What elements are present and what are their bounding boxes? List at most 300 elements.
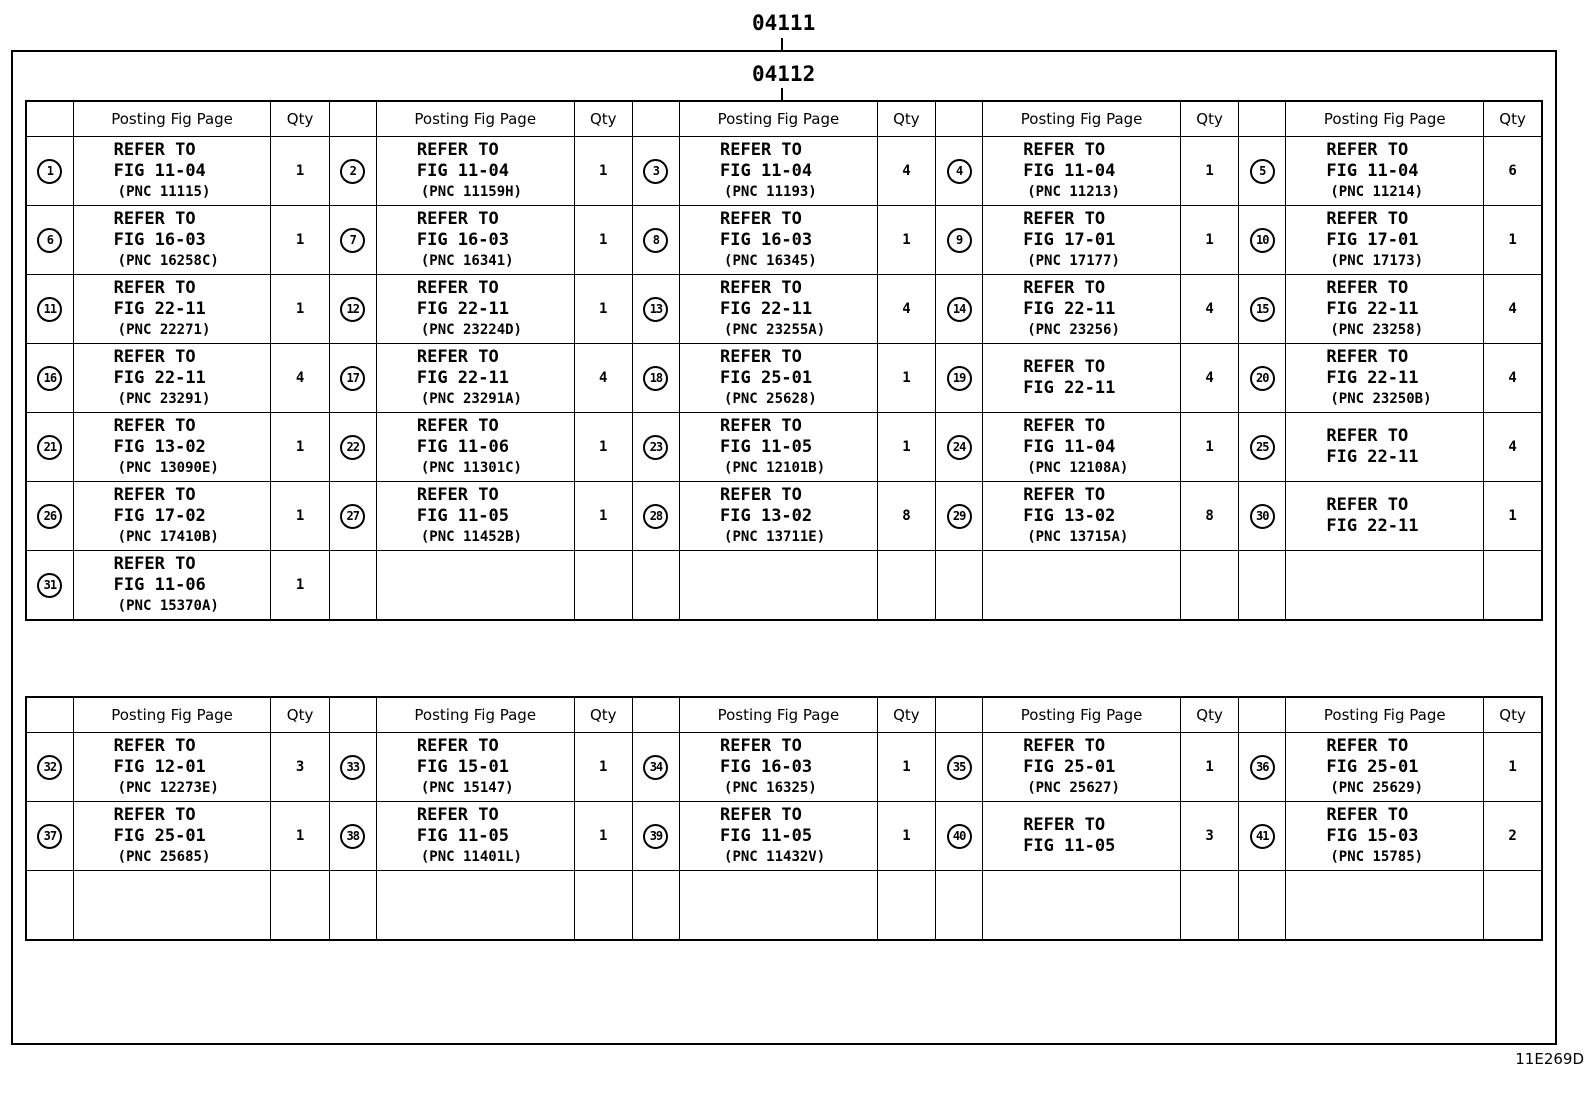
refer-to-label: REFER TO — [1023, 140, 1106, 160]
refer-to-label: REFER TO — [720, 140, 802, 160]
pnc-code: (PNC 12273E) — [117, 780, 219, 796]
pnc-code: (PNC 16258C) — [117, 253, 219, 269]
refer-to-label: REFER TO — [1326, 805, 1409, 825]
qty-cell — [1484, 551, 1542, 621]
reference-block — [720, 736, 877, 798]
item-number-circle: 24 — [947, 435, 972, 460]
pnc-code: (PNC 11452B) — [420, 529, 522, 545]
reference-cell — [983, 482, 1181, 551]
item-number-cell — [1239, 413, 1286, 482]
qty-cell — [574, 551, 632, 621]
item-number-cell — [1239, 871, 1286, 941]
item-number-circle: 23 — [643, 435, 668, 460]
reference-block — [1023, 278, 1180, 340]
item-number-circle: 30 — [1250, 504, 1275, 529]
qty-cell — [877, 551, 935, 621]
item-number-circle: 17 — [340, 366, 365, 391]
item-number-circle: 29 — [947, 504, 972, 529]
reference-block — [1023, 416, 1180, 478]
reference-block — [417, 278, 574, 340]
refer-to-label: REFER TO — [416, 140, 499, 160]
header-cell-qty: Qty — [271, 101, 329, 137]
item-number-cell — [632, 802, 679, 871]
item-number-cell — [26, 413, 73, 482]
qty-cell: 1 — [271, 413, 329, 482]
qty-cell: 1 — [1484, 733, 1542, 802]
reference-block — [114, 805, 271, 867]
reference-cell — [376, 482, 574, 551]
reference-cell — [1286, 802, 1484, 871]
item-number-circle: 3 — [643, 159, 668, 184]
refer-to-label: REFER TO — [1023, 416, 1106, 436]
item-number-cell — [26, 137, 73, 206]
fig-page-ref: FIG 25-01 — [113, 826, 206, 846]
fig-page-ref: FIG 16-03 — [113, 230, 206, 250]
fig-page-ref: FIG 22-11 — [113, 299, 206, 319]
fig-page-ref: FIG 11-04 — [416, 161, 509, 181]
reference-cell — [73, 871, 271, 941]
pnc-code: (PNC 11159H) — [420, 184, 522, 200]
refer-to-label: REFER TO — [720, 736, 802, 756]
reference-block — [1023, 736, 1180, 798]
item-number-circle: 15 — [1250, 297, 1275, 322]
refer-to-label: REFER TO — [720, 416, 802, 436]
fig-page-ref: FIG 11-04 — [1023, 437, 1116, 457]
header-cell-blank — [329, 697, 376, 733]
item-number-cell — [26, 482, 73, 551]
table-row — [26, 871, 1542, 941]
qty-cell: 1 — [1180, 206, 1238, 275]
item-number-circle: 22 — [340, 435, 365, 460]
refer-to-label: REFER TO — [720, 347, 802, 367]
item-number-circle: 12 — [340, 297, 365, 322]
refer-to-label: REFER TO — [1326, 426, 1409, 446]
pnc-code: (PNC 17410B) — [117, 529, 219, 545]
qty-cell: 1 — [1484, 482, 1542, 551]
reference-cell — [983, 413, 1181, 482]
item-number-cell — [936, 733, 983, 802]
reference-cell — [680, 733, 878, 802]
reference-cell — [1286, 413, 1484, 482]
item-number-circle: 36 — [1250, 755, 1275, 780]
refer-to-label: REFER TO — [416, 209, 499, 229]
qty-cell: 1 — [877, 206, 935, 275]
qty-cell: 1 — [271, 802, 329, 871]
item-number-cell — [936, 551, 983, 621]
item-number-cell — [632, 344, 679, 413]
pnc-code: (PNC 23258) — [1330, 322, 1424, 338]
reference-block — [1023, 357, 1180, 399]
header-cell-posting: Posting Fig Page — [73, 101, 271, 137]
pnc-code: (PNC 12101B) — [724, 460, 826, 476]
reference-cell — [983, 551, 1181, 621]
item-number-circle: 9 — [947, 228, 972, 253]
item-number-cell — [26, 206, 73, 275]
fig-page-ref: FIG 22-11 — [416, 299, 509, 319]
item-number-circle: 8 — [643, 228, 668, 253]
refer-to-label: REFER TO — [113, 485, 196, 505]
pnc-code: (PNC 11401L) — [420, 849, 522, 865]
refer-to-label: REFER TO — [113, 736, 196, 756]
reference-cell — [680, 206, 878, 275]
fig-page-ref: FIG 11-04 — [113, 161, 206, 181]
reference-block — [417, 416, 574, 478]
header-cell-blank — [329, 101, 376, 137]
header-cell-posting: Posting Fig Page — [680, 697, 878, 733]
header-cell-blank — [26, 101, 73, 137]
reference-block — [114, 736, 271, 798]
header-cell-blank — [1239, 697, 1286, 733]
pnc-code: (PNC 16325) — [724, 780, 817, 796]
item-number-cell — [632, 206, 679, 275]
pnc-code: (PNC 11301C) — [420, 460, 522, 476]
reference-cell — [983, 344, 1181, 413]
qty-cell: 1 — [1180, 733, 1238, 802]
qty-cell: 8 — [1180, 482, 1238, 551]
fig-page-ref: FIG 11-05 — [720, 826, 813, 846]
item-number-circle: 2 — [340, 159, 365, 184]
pnc-code: (PNC 23291A) — [420, 391, 522, 407]
qty-cell: 1 — [1180, 413, 1238, 482]
pnc-code: (PNC 13715A) — [1027, 529, 1129, 545]
pnc-code: (PNC 25628) — [724, 391, 817, 407]
fig-page-ref: FIG 17-01 — [1023, 230, 1116, 250]
reference-cell — [73, 275, 271, 344]
header-cell-qty: Qty — [1180, 697, 1238, 733]
refer-to-label: REFER TO — [1326, 736, 1409, 756]
refer-to-label: REFER TO — [416, 805, 499, 825]
item-number-circle: 7 — [340, 228, 365, 253]
qty-cell — [877, 871, 935, 941]
item-number-circle: 37 — [37, 824, 62, 849]
assembly-code: 04111 — [752, 11, 816, 35]
item-number-cell — [936, 137, 983, 206]
reference-block — [720, 416, 877, 478]
item-number-cell — [329, 802, 376, 871]
refer-to-label: REFER TO — [113, 140, 196, 160]
qty-cell: 1 — [271, 551, 329, 621]
item-number-cell — [26, 733, 73, 802]
reference-block — [1326, 495, 1483, 537]
item-number-circle: 5 — [1250, 159, 1275, 184]
reference-cell — [73, 802, 271, 871]
refer-to-label: REFER TO — [1023, 357, 1106, 377]
table-row — [26, 206, 1542, 275]
fig-page-ref: FIG 12-01 — [113, 757, 206, 777]
fig-page-ref: FIG 11-06 — [416, 437, 509, 457]
pnc-code: (PNC 23256) — [1027, 322, 1120, 338]
qty-cell — [271, 871, 329, 941]
reference-block — [114, 416, 271, 478]
qty-cell: 1 — [574, 733, 632, 802]
reference-cell — [73, 551, 271, 621]
item-number-circle: 4 — [947, 159, 972, 184]
qty-cell: 1 — [574, 802, 632, 871]
refer-to-label: REFER TO — [720, 209, 802, 229]
reference-cell — [1286, 206, 1484, 275]
fig-page-ref: FIG 22-11 — [1326, 447, 1419, 467]
qty-cell — [1180, 871, 1238, 941]
pnc-code: (PNC 13711E) — [724, 529, 826, 545]
refer-to-label: REFER TO — [1326, 495, 1409, 515]
qty-cell — [1484, 871, 1542, 941]
item-number-circle: 14 — [947, 297, 972, 322]
qty-cell: 6 — [1484, 137, 1542, 206]
refer-to-label: REFER TO — [113, 209, 196, 229]
fig-page-ref: FIG 25-01 — [720, 368, 813, 388]
header-cell-blank — [1239, 101, 1286, 137]
reference-cell — [73, 206, 271, 275]
item-number-cell — [26, 871, 73, 941]
reference-cell — [1286, 871, 1484, 941]
pnc-code: (PNC 17173) — [1330, 253, 1424, 269]
refer-to-label: REFER TO — [1023, 209, 1106, 229]
refer-to-label: REFER TO — [720, 278, 802, 298]
refer-to-label: REFER TO — [416, 485, 499, 505]
reference-cell — [983, 733, 1181, 802]
reference-cell — [1286, 137, 1484, 206]
item-number-circle: 34 — [643, 755, 668, 780]
reference-cell — [680, 802, 878, 871]
fig-page-ref: FIG 22-11 — [416, 368, 509, 388]
reference-block — [1326, 347, 1483, 409]
reference-block — [1326, 426, 1483, 468]
pnc-code: (PNC 16341) — [420, 253, 514, 269]
refer-to-label: REFER TO — [1326, 140, 1409, 160]
reference-cell — [680, 871, 878, 941]
qty-cell: 1 — [271, 206, 329, 275]
header-cell-posting: Posting Fig Page — [983, 101, 1181, 137]
reference-cell — [983, 871, 1181, 941]
header-cell-posting: Posting Fig Page — [1286, 101, 1484, 137]
reference-cell — [376, 551, 574, 621]
header-cell-qty: Qty — [877, 101, 935, 137]
pnc-code: (PNC 11193) — [724, 184, 817, 200]
refer-to-label: REFER TO — [416, 416, 499, 436]
reference-block — [417, 347, 574, 409]
qty-cell: 1 — [1484, 206, 1542, 275]
qty-cell: 4 — [1180, 275, 1238, 344]
fig-page-ref: FIG 11-05 — [416, 826, 509, 846]
header-cell-posting: Posting Fig Page — [73, 697, 271, 733]
qty-cell: 1 — [574, 275, 632, 344]
pnc-code: (PNC 11115) — [117, 184, 211, 200]
item-number-circle: 33 — [340, 755, 365, 780]
qty-cell: 4 — [1180, 344, 1238, 413]
qty-cell: 4 — [1484, 413, 1542, 482]
item-number-cell — [26, 802, 73, 871]
reference-block — [417, 209, 574, 271]
item-number-cell — [632, 482, 679, 551]
reference-block — [1023, 140, 1180, 202]
item-number-circle: 26 — [37, 504, 62, 529]
header-cell-posting: Posting Fig Page — [376, 697, 574, 733]
reference-block — [1023, 815, 1180, 857]
item-number-cell — [1239, 137, 1286, 206]
qty-cell: 4 — [1484, 275, 1542, 344]
pnc-code: (PNC 15147) — [420, 780, 514, 796]
header-cell-qty: Qty — [574, 697, 632, 733]
item-number-circle: 28 — [643, 504, 668, 529]
reference-cell — [1286, 482, 1484, 551]
item-number-cell — [1239, 733, 1286, 802]
qty-cell: 1 — [574, 206, 632, 275]
item-number-cell — [329, 551, 376, 621]
item-number-cell — [936, 802, 983, 871]
reference-cell — [376, 871, 574, 941]
pnc-code: (PNC 12108A) — [1027, 460, 1129, 476]
item-number-cell — [329, 275, 376, 344]
item-number-circle: 31 — [37, 573, 62, 598]
reference-cell — [983, 137, 1181, 206]
pnc-code: (PNC 23255A) — [724, 322, 826, 338]
item-number-cell — [632, 137, 679, 206]
item-number-circle: 40 — [947, 824, 972, 849]
reference-block — [114, 347, 271, 409]
fig-page-ref: FIG 13-02 — [113, 437, 206, 457]
qty-cell: 1 — [877, 802, 935, 871]
reference-cell — [1286, 733, 1484, 802]
table-row — [26, 275, 1542, 344]
header-cell-posting: Posting Fig Page — [376, 101, 574, 137]
reference-cell — [376, 275, 574, 344]
reference-cell — [376, 137, 574, 206]
reference-block — [720, 485, 877, 547]
table-row — [26, 344, 1542, 413]
item-number-circle: 25 — [1250, 435, 1275, 460]
pnc-code: (PNC 11213) — [1027, 184, 1120, 200]
refer-to-label: REFER TO — [416, 347, 499, 367]
qty-cell: 4 — [1484, 344, 1542, 413]
fig-page-ref: FIG 16-03 — [720, 230, 813, 250]
refer-to-label: REFER TO — [113, 347, 196, 367]
item-number-cell — [1239, 344, 1286, 413]
table-row — [26, 551, 1542, 621]
reference-cell — [376, 206, 574, 275]
item-number-cell — [632, 733, 679, 802]
reference-block — [720, 140, 877, 202]
figure-code: 11E269D — [1515, 1050, 1584, 1068]
reference-cell — [680, 482, 878, 551]
refer-to-label: REFER TO — [113, 554, 196, 574]
reference-cell — [983, 206, 1181, 275]
refer-to-label: REFER TO — [1023, 278, 1106, 298]
item-number-cell — [936, 482, 983, 551]
item-number-circle: 39 — [643, 824, 668, 849]
fig-page-ref: FIG 22-11 — [720, 299, 813, 319]
item-number-circle: 13 — [643, 297, 668, 322]
pnc-code: (PNC 23250B) — [1330, 391, 1432, 407]
refer-to-label: REFER TO — [113, 278, 196, 298]
reference-block — [1326, 209, 1483, 271]
reference-block — [417, 485, 574, 547]
header-cell-qty: Qty — [877, 697, 935, 733]
reference-block — [1023, 485, 1180, 547]
reference-cell — [680, 275, 878, 344]
qty-cell: 3 — [271, 733, 329, 802]
item-number-circle: 16 — [37, 366, 62, 391]
item-number-circle: 10 — [1250, 228, 1275, 253]
refer-to-label: REFER TO — [416, 736, 499, 756]
qty-cell: 1 — [271, 482, 329, 551]
item-number-cell — [26, 344, 73, 413]
refer-to-label: REFER TO — [1326, 278, 1409, 298]
reference-block — [1326, 805, 1483, 867]
qty-cell: 4 — [574, 344, 632, 413]
item-number-cell — [936, 413, 983, 482]
item-number-circle: 11 — [37, 297, 62, 322]
qty-cell: 1 — [877, 413, 935, 482]
item-number-circle: 18 — [643, 366, 668, 391]
pnc-code: (PNC 16345) — [724, 253, 817, 269]
reference-cell — [73, 733, 271, 802]
header-cell-qty: Qty — [1484, 697, 1542, 733]
fig-page-ref: FIG 22-11 — [1326, 299, 1419, 319]
pnc-code: (PNC 25629) — [1330, 780, 1424, 796]
reference-cell — [680, 137, 878, 206]
refer-to-label: REFER TO — [113, 805, 196, 825]
qty-cell: 4 — [877, 275, 935, 344]
item-number-circle: 1 — [37, 159, 62, 184]
item-number-cell — [1239, 551, 1286, 621]
item-number-cell — [329, 413, 376, 482]
item-number-circle: 41 — [1250, 824, 1275, 849]
pnc-code: (PNC 15370A) — [117, 598, 219, 614]
table-header-row — [26, 101, 1542, 137]
item-number-cell — [329, 871, 376, 941]
reference-block — [720, 209, 877, 271]
refer-to-label: REFER TO — [720, 485, 802, 505]
fig-page-ref: FIG 25-01 — [1326, 757, 1419, 777]
reference-block — [114, 209, 271, 271]
qty-cell: 1 — [574, 482, 632, 551]
qty-cell: 8 — [877, 482, 935, 551]
fig-page-ref: FIG 16-03 — [416, 230, 509, 250]
fig-page-ref: FIG 25-01 — [1023, 757, 1116, 777]
fig-page-ref: FIG 22-11 — [1326, 516, 1419, 536]
item-number-cell — [329, 733, 376, 802]
reference-cell — [376, 413, 574, 482]
item-number-cell — [936, 344, 983, 413]
reference-cell — [1286, 551, 1484, 621]
reference-block — [1326, 736, 1483, 798]
item-number-cell — [632, 871, 679, 941]
reference-cell — [680, 413, 878, 482]
header-cell-qty: Qty — [1484, 101, 1542, 137]
header-cell-qty: Qty — [271, 697, 329, 733]
item-number-cell — [632, 275, 679, 344]
reference-cell — [680, 551, 878, 621]
fig-page-ref: FIG 16-03 — [720, 757, 813, 777]
header-cell-blank — [26, 697, 73, 733]
refer-to-label: REFER TO — [1326, 347, 1409, 367]
refer-to-label: REFER TO — [1326, 209, 1409, 229]
reference-block — [720, 347, 877, 409]
fig-page-ref: FIG 15-01 — [416, 757, 509, 777]
table-header-row — [26, 697, 1542, 733]
fig-page-ref: FIG 17-01 — [1326, 230, 1419, 250]
item-number-cell — [1239, 206, 1286, 275]
table-row — [26, 137, 1542, 206]
qty-cell: 4 — [877, 137, 935, 206]
header-cell-blank — [632, 101, 679, 137]
reference-cell — [73, 137, 271, 206]
reference-block — [114, 554, 271, 616]
fig-page-ref: FIG 11-06 — [113, 575, 206, 595]
item-number-cell — [1239, 482, 1286, 551]
reference-block — [417, 805, 574, 867]
item-number-circle: 32 — [37, 755, 62, 780]
